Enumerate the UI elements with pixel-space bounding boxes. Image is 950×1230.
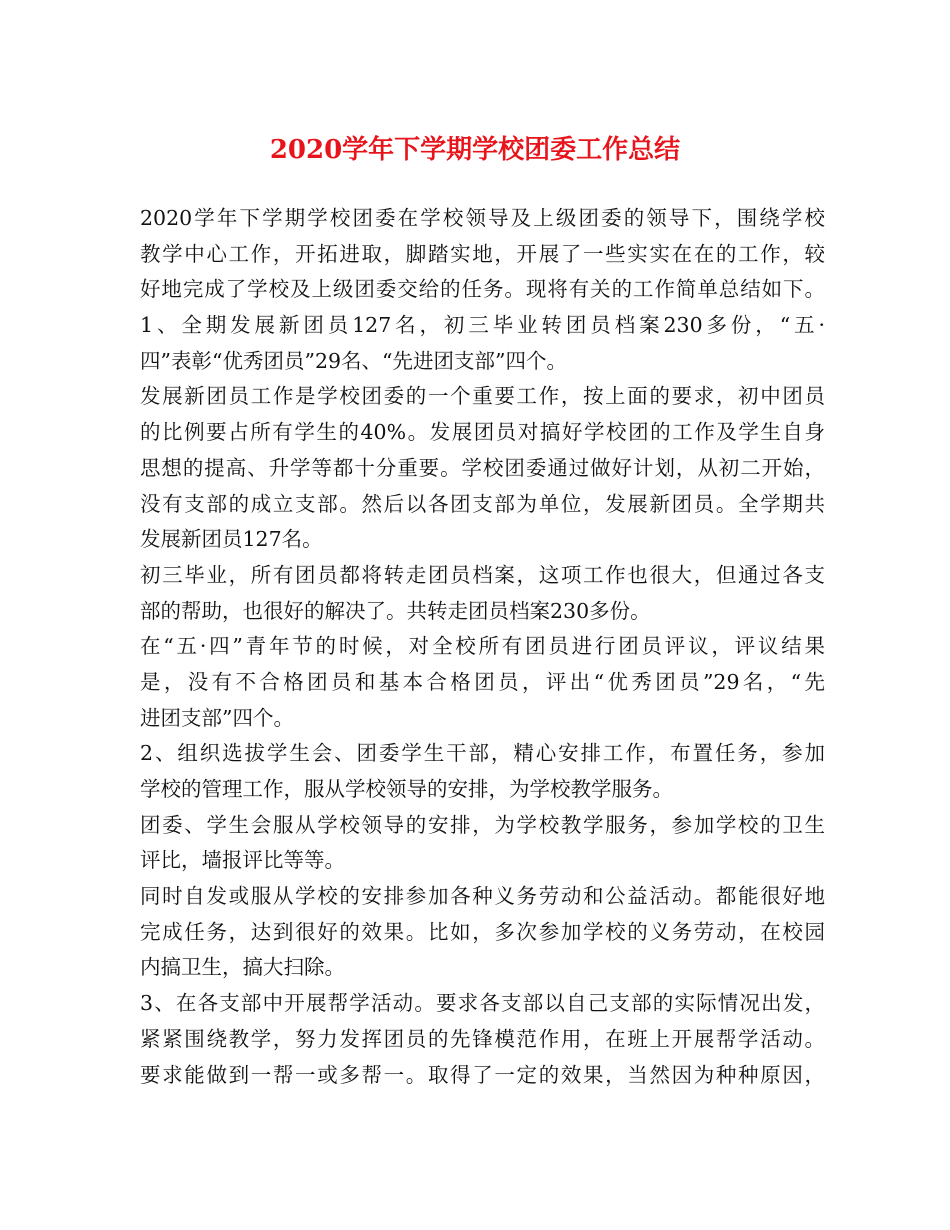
body-text-line: 部的帮助，也很好的解决了。共转走团员档案230多份。 — [140, 598, 651, 623]
body-text-line: 完成任务，达到很好的效果。比如，多次参加学校的义务劳动，在校园 — [140, 919, 825, 944]
body-text-line: 没有支部的成立支部。然后以各团支部为单位，发展新团员。全学期共 — [140, 491, 825, 516]
body-text-line: 学校的管理工作，服从学校领导的安排，为学校教学服务。 — [140, 777, 673, 801]
body-text-line: 3、在各支部中开展帮学活动。要求各支部以自己支部的实际情况出发， — [140, 991, 825, 1016]
body-text-line: 内搞卫生，搞大扫除。 — [140, 955, 345, 980]
body-text-line: 思想的提高、升学等都十分重要。学校团委通过做好计划，从初二开始， — [140, 455, 825, 480]
body-text-line: 进团支部”四个。 — [140, 705, 294, 730]
document-body — [140, 201, 825, 1093]
body-text-line: 的比例要占所有学生的40%。发展团员对搞好学校团的工作及学生自身 — [140, 420, 825, 445]
body-text-line: 发展新团员127名。 — [140, 527, 323, 552]
body-text-line: 团委、学生会服从学校领导的安排，为学校教学服务，参加学校的卫生 — [140, 812, 825, 837]
body-text-line: 发展新团员工作是学校团委的一个重要工作，按上面的要求，初中团员 — [140, 384, 825, 409]
body-text-line: 紧紧围绕教学，努力发挥团员的先锋模范作用，在班上开展帮学活动。 — [140, 1026, 825, 1051]
body-text-line: 评比，墙报评比等等。 — [140, 848, 345, 873]
body-text-line: 2、组织选拔学生会、团委学生干部，精心安排工作，布置任务，参加 — [140, 741, 825, 766]
body-text-line: 同时自发或服从学校的安排参加各种义务劳动和公益活动。都能很好地 — [140, 884, 825, 909]
body-text-line: 2020学年下学期学校团委在学校领导及上级团委的领导下，围绕学校 — [140, 206, 825, 230]
body-text-line: 好地完成了学校及上级团委交给的任务。现将有关的工作简单总结如下。 — [140, 277, 825, 302]
body-text-line: 1、全期发展新团员127名，初三毕业转团员档案230多份，“五· — [140, 313, 825, 338]
body-text-line: 初三毕业，所有团员都将转走团员档案，这项工作也很大，但通过各支 — [140, 562, 825, 587]
document-title: 2020学年下学期学校团委工作总结 — [269, 135, 681, 165]
body-text-line: 是，没有不合格团员和基本合格团员，评出“优秀团员”29名，“先 — [140, 669, 825, 694]
body-text-line: 在“五·四”青年节的时候，对全校所有团员进行团员评议，评议结果 — [140, 634, 825, 659]
body-text-line: 四”表彰“优秀团员”29名、“先进团支部”四个。 — [140, 348, 567, 373]
body-text-line: 要求能做到一帮一或多帮一。取得了一定的效果，当然因为种种原因， — [140, 1062, 825, 1087]
body-text-line: 教学中心工作，开拓进取，脚踏实地，开展了一些实实在在的工作，较 — [140, 241, 825, 266]
